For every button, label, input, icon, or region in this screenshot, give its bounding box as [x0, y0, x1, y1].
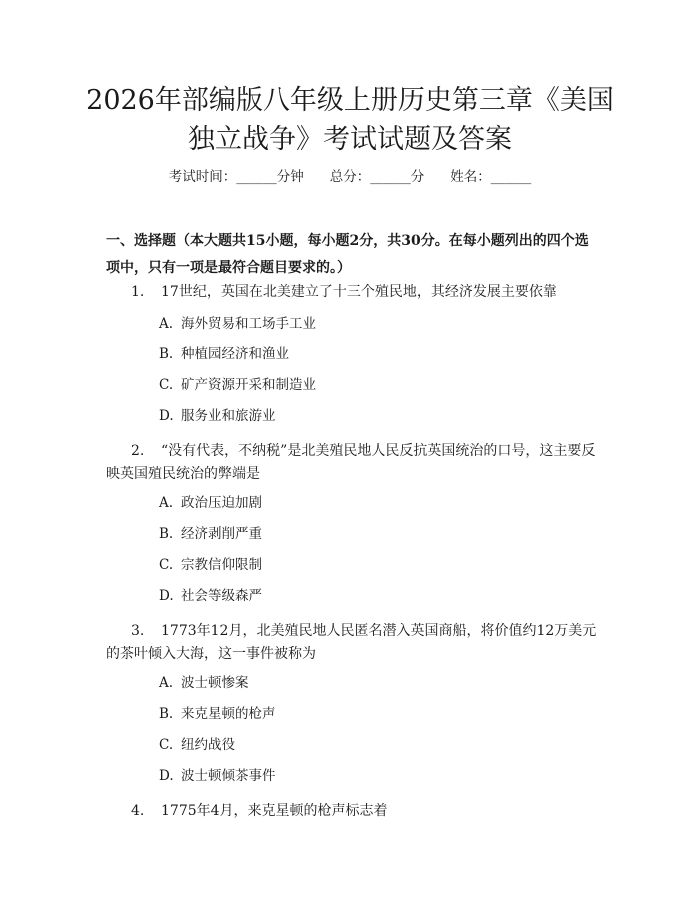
- question-2-option-c: [159, 554, 262, 576]
- question-number: 4.: [131, 803, 145, 819]
- option-text: 宗教信仰限制: [181, 557, 262, 573]
- option-letter: B.: [159, 706, 174, 722]
- question-2-stem-line2: 映英国殖民统治的弊端是: [106, 466, 260, 482]
- exam-score-field: 总分：______分: [329, 169, 425, 185]
- option-text: 海外贸易和工场手工业: [181, 316, 316, 332]
- question-1-option-d: [159, 405, 276, 427]
- option-letter: A.: [159, 316, 174, 332]
- exam-meta: [0, 166, 700, 188]
- question-4-stem: [131, 798, 388, 825]
- option-letter: A.: [159, 495, 174, 511]
- exam-time-field: 考试时间：______分钟: [168, 169, 304, 185]
- question-1-option-c: [159, 374, 316, 396]
- question-3-option-c: [159, 734, 235, 756]
- question-3-stem-line2: 的茶叶倾入大海，这一事件被称为: [106, 646, 316, 662]
- section-heading-line2: 项中，只有一项是最符合题目要求的。）: [106, 260, 351, 276]
- option-letter: B.: [159, 346, 174, 362]
- exam-name-field: 姓名：______: [450, 169, 532, 185]
- question-1-stem: [131, 279, 557, 306]
- option-letter: B.: [159, 526, 174, 542]
- option-letter: D.: [159, 408, 174, 424]
- option-letter: C.: [159, 557, 174, 573]
- question-2-option-b: [159, 523, 262, 545]
- section-heading-line1: 一、选择题（本大题共15小题，每小题2分，共30分。在每小题列出的四个选: [106, 233, 589, 249]
- question-number: 1.: [131, 284, 145, 300]
- question-text: 1775年4月，来克星顿的枪声标志着: [161, 803, 388, 819]
- question-1-option-b: [159, 343, 289, 365]
- option-text: 来克星顿的枪声: [181, 706, 276, 722]
- option-letter: C.: [159, 377, 174, 393]
- option-text: 服务业和旅游业: [181, 408, 276, 424]
- question-text: “没有代表，不纳税”是北美殖民地人民反抗英国统治的口号，这主要反: [161, 443, 596, 459]
- question-text: 1773年12月，北美殖民地人民匿名潜入英国商船，将价值约12万美元: [161, 623, 597, 639]
- question-number: 3.: [131, 623, 145, 639]
- question-3-option-b: [159, 703, 276, 725]
- option-text: 波士顿倾茶事件: [181, 768, 276, 784]
- question-text: 17世纪，英国在北美建立了十三个殖民地，其经济发展主要依靠: [161, 284, 557, 300]
- question-number: 2.: [131, 443, 145, 459]
- question-3-option-a: [159, 672, 249, 694]
- question-2-option-d: [159, 585, 262, 607]
- option-text: 经济剥削严重: [181, 526, 262, 542]
- question-1-option-a: [159, 313, 316, 335]
- option-text: 政治压迫加剧: [181, 495, 262, 511]
- option-letter: A.: [159, 675, 174, 691]
- option-text: 社会等级森严: [181, 588, 262, 604]
- question-2-option-a: [159, 492, 262, 514]
- option-letter: D.: [159, 768, 174, 784]
- option-text: 波士顿惨案: [181, 675, 249, 691]
- exam-title-line1: 2026年部编版八年级上册历史第三章《美国: [86, 85, 614, 116]
- option-text: 矿产资源开采和制造业: [181, 377, 316, 393]
- option-text: 种植园经济和渔业: [181, 346, 289, 362]
- exam-title-line2: 独立战争》考试试题及答案: [188, 124, 512, 155]
- section-heading: [106, 228, 606, 282]
- question-3-option-d: [159, 765, 276, 787]
- option-text: 纽约战役: [181, 737, 235, 753]
- option-letter: D.: [159, 588, 174, 604]
- option-letter: C.: [159, 737, 174, 753]
